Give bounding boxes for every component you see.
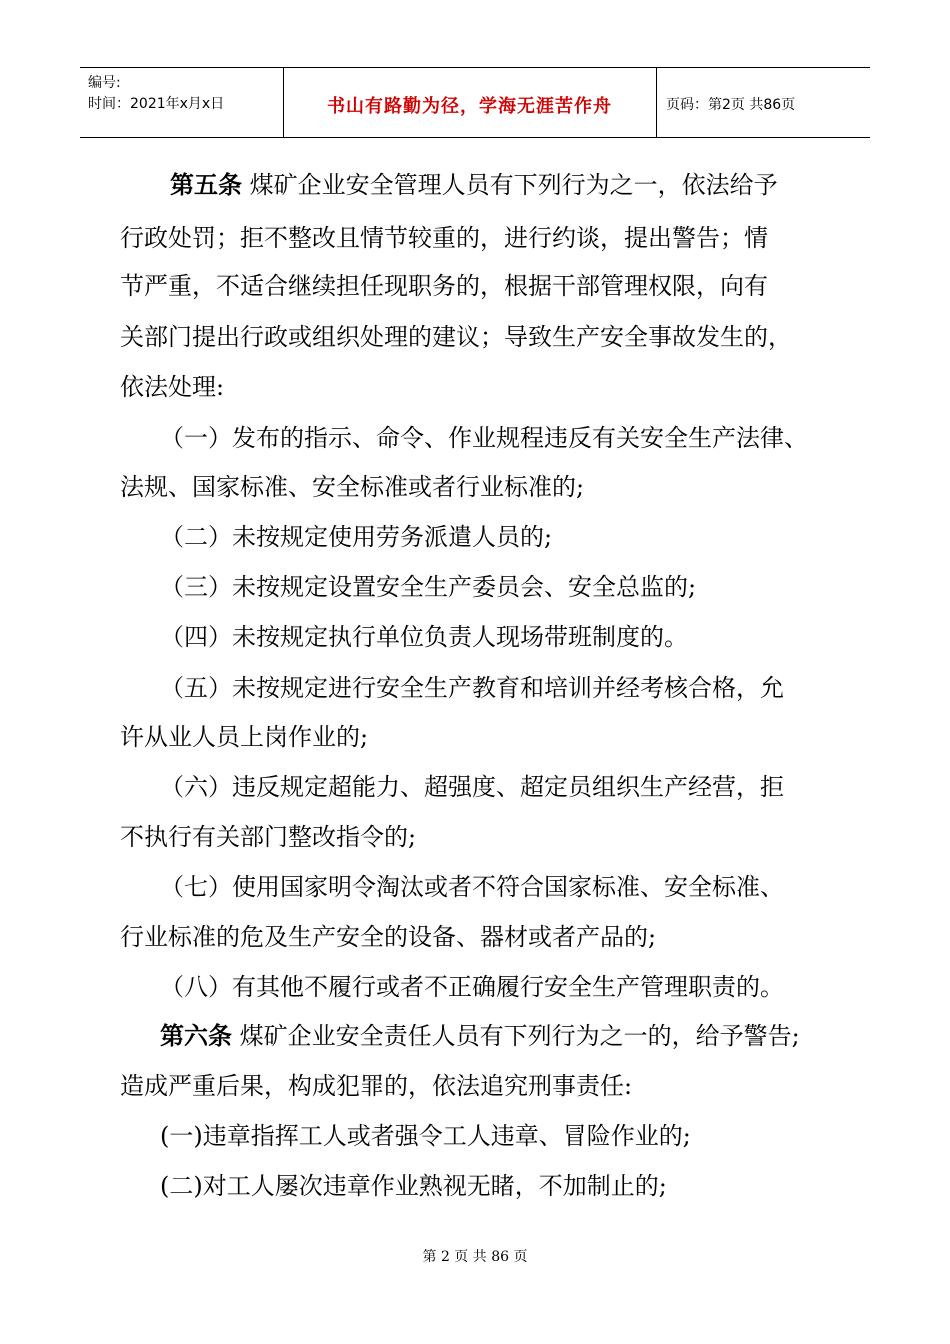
article-5-line-3: 节严重，不适合继续担任现职务的，根据干部管理权限，向有 (120, 272, 768, 300)
header-page-cell (656, 68, 870, 137)
header-meta-cell (80, 68, 284, 137)
header-motto-cell (283, 68, 657, 137)
article-5-line-1 (170, 170, 778, 200)
document-time-label: 时间：2021年x月x日 (88, 96, 225, 112)
article-5-line-2: 行政处罚；拒不整改且情节较重的，进行约谈，提出警告；情 (120, 224, 768, 252)
article-6-line-1 (160, 1021, 800, 1051)
item-7-line-1: （七）使用国家明令淘汰或者不符合国家标准、安全标准、 (160, 873, 784, 901)
page-footer: 第 2 页 共 86 页 (422, 1249, 528, 1265)
article-5-text: 煤矿企业安全管理人员有下列行为之一，依法给予 (242, 171, 778, 199)
article-5-line-4: 关部门提出行政或组织处理的建议；导致生产安全事故发生的， (120, 323, 792, 351)
document-number-label: 编号: (88, 75, 121, 91)
article-6-text: 煤矿企业安全责任人员有下列行为之一的，给予警告; (232, 1022, 800, 1050)
item-6-line-1: （六）违反规定超能力、超强度、超定员组织生产经营，拒 (160, 773, 784, 801)
article-6-line-2: 造成严重后果，构成犯罪的，依法追究刑事责任: (120, 1072, 633, 1100)
article-6-title: 第六条 (160, 1021, 232, 1050)
item-4: （四）未按规定执行单位负责人现场带班制度的。 (160, 623, 688, 651)
article-5-line-5: 依法处理: (120, 373, 225, 401)
item-6-line-2: 不执行有关部门整改指令的; (120, 823, 417, 851)
item-8: （八）有其他不履行或者不正确履行安全生产管理职责的。 (160, 973, 784, 1001)
header-page-info: 页码：第2页 共86页 (666, 97, 796, 113)
item-2: （二）未按规定使用劳务派遣人员的; (160, 523, 553, 551)
header-motto: 书山有路勤为径，学海无涯苦作舟 (327, 96, 612, 117)
item-3: （三）未按规定设置安全生产委员会、安全总监的; (160, 573, 697, 601)
item-5-line-1: （五）未按规定进行安全生产教育和培训并经考核合格，允 (160, 674, 784, 702)
item-1-line-1: （一）发布的指示、命令、作业规程违反有关安全生产法律、 (160, 424, 808, 452)
article-6-item-1: (一)违章指挥工人或者强令工人违章、冒险作业的; (160, 1122, 691, 1150)
item-1-line-2: 法规、国家标准、安全标准或者行业标准的; (120, 473, 585, 501)
item-7-line-2: 行业标准的危及生产安全的设备、器材或者产品的; (120, 923, 657, 951)
article-6-item-2: (二)对工人屡次违章作业熟视无睹，不加制止的; (160, 1172, 667, 1200)
item-5-line-2: 许从业人员上岗作业的; (120, 723, 369, 751)
page-header (80, 67, 870, 138)
article-5-title: 第五条 (170, 170, 242, 199)
